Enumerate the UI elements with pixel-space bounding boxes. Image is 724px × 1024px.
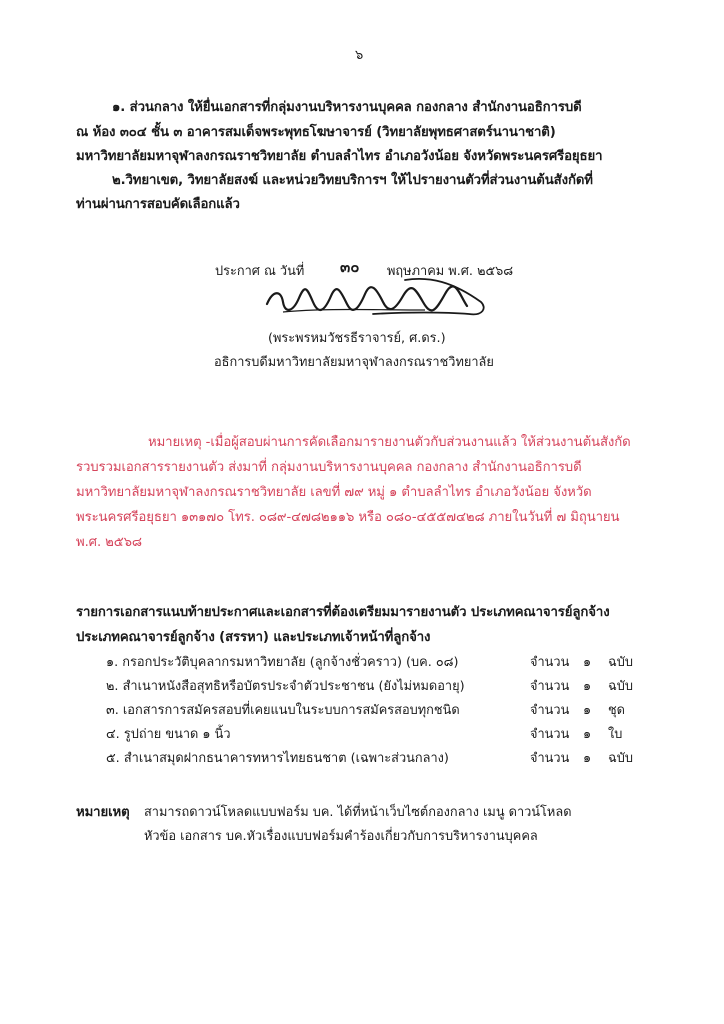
doc-list-unit: ฉบับ [608, 655, 633, 670]
clause-line: ณ ห้อง ๓๐๔ ชั้น ๓ อาคารสมเด็จพระพุทธโฆษาจารย์ (วิทยาลัยพุทธศาสตร์นานาชาติ) [76, 125, 556, 140]
red-note-line: หมายเหตุ -เมื่อผู้สอบผ่านการคัดเลือกมารายงานตัวกับส่วนงานแล้ว ให้ส่วนงานต้นสังกัด [148, 435, 631, 450]
signer-title: อธิการบดีมหาวิทยาลัยมหาจุฬาลงกรณราชวิทยาลัย [214, 355, 494, 370]
doc-list-qty: ๑ [583, 679, 592, 694]
red-note-line: มหาวิทยาลัยมหาจุฬาลงกรณราชวิทยาลัย เลขที่ ๗๙ หมู่ ๑ ตำบลลำไทร อำเภอวังน้อย จังหวัด [76, 485, 592, 500]
red-note-line: พระนครศรีอยุธยา ๑๓๑๗๐ โทร. ๐๘๙-๔๗๘๒๑๑๖ หรือ ๐๘๐-๔๕๕๗๔๒๘ ภายในวันที่ ๗ มิถุนายน [76, 510, 620, 525]
doc-list-unit: ฉบับ [608, 751, 633, 766]
doc-list-unit: ฉบับ [608, 679, 633, 694]
doc-list-qty-label: จำนวน [530, 655, 570, 670]
signer-name: (พระพรหมวัชรธีราจารย์, ศ.ดร.) [268, 331, 446, 346]
footer-note-line: หัวข้อ เอกสาร บค.หัวเรื่องแบบฟอร์มคำร้องเกี่ยวกับการบริหารงานบุคคล [144, 829, 538, 844]
doc-list-item: ๒. สำเนาหนังสือสุทธิหรือบัตรประจำตัวประชาชน (ยังไม่หมดอายุ) [106, 679, 465, 694]
page-number: ๖ [355, 48, 364, 63]
doc-list-qty-label: จำนวน [530, 679, 570, 694]
doc-list-item: ๔. รูปถ่าย ขนาด ๑ นิ้ว [106, 727, 231, 742]
doc-list-item: ๓. เอกสารการสมัครสอบที่เคยแนบในระบบการสมัครสอบทุกชนิด [106, 703, 460, 718]
doc-list-qty: ๑ [583, 655, 592, 670]
doc-list-qty: ๑ [583, 751, 592, 766]
signature [255, 272, 495, 320]
clause-line: ๒.วิทยาเขต, วิทยาลัยสงฆ์ และหน่วยวิทยบริการฯ ให้ไปรายงานตัวที่ส่วนงานต้นสังกัดที่ [112, 173, 593, 188]
doc-list-unit: ใบ [608, 727, 623, 742]
doc-list-qty-label: จำนวน [530, 751, 570, 766]
doc-list-qty: ๑ [583, 703, 592, 718]
clause-line: มหาวิทยาลัยมหาจุฬาลงกรณราชวิทยาลัย ตำบลลำไทร อำเภอวังน้อย จังหวัดพระนครศรีอยุธยา [76, 149, 603, 164]
announcement-date-prefix: ประกาศ ณ วันที่ [215, 264, 305, 279]
doc-list-heading: ประเภทคณาจารย์ลูกจ้าง (สรรหา) และประเภทเจ้าหน้าที่ลูกจ้าง [76, 630, 431, 645]
announcement-day: ๓๐ [340, 258, 360, 276]
clause-line: ท่านผ่านการสอบคัดเลือกแล้ว [76, 197, 240, 212]
doc-list-qty-label: จำนวน [530, 727, 570, 742]
footer-note-label: หมายเหตุ [76, 805, 130, 820]
doc-list-heading: รายการเอกสารแนบท้ายประกาศและเอกสารที่ต้องเตรียมมารายงานตัว ประเภทคณาจารย์ลูกจ้าง [76, 605, 610, 620]
doc-list-item: ๕. สำเนาสมุดฝากธนาคารทหารไทยธนชาต (เฉพาะส่วนกลาง) [106, 751, 449, 766]
clause-line: ๑. ส่วนกลาง ให้ยื่นเอกสารที่กลุ่มงานบริหารงานบุคคล กองกลาง สำนักงานอธิการบดี [112, 100, 582, 115]
footer-note-line: สามารถดาวน์โหลดแบบฟอร์ม บค. ได้ที่หน้าเว็บไซต์กองกลาง เมนู ดาวน์โหลด [144, 805, 572, 820]
announcement-month-year: พฤษภาคม พ.ศ. ๒๕๖๘ [387, 264, 514, 279]
red-note-line: พ.ศ. ๒๕๖๘ [76, 535, 142, 550]
doc-list-unit: ชุด [608, 703, 625, 718]
doc-list-item: ๑. กรอกประวัติบุคลากรมหาวิทยาลัย (ลูกจ้างชั่วคราว) (บค. ๐๘) [106, 655, 459, 670]
doc-list-qty: ๑ [583, 727, 592, 742]
doc-list-qty-label: จำนวน [530, 703, 570, 718]
red-note-line: รวบรวมเอกสารรายงานตัว ส่งมาที่ กลุ่มงานบริหารงานบุคคล กองกลาง สำนักงานอธิการบดี [76, 460, 582, 475]
